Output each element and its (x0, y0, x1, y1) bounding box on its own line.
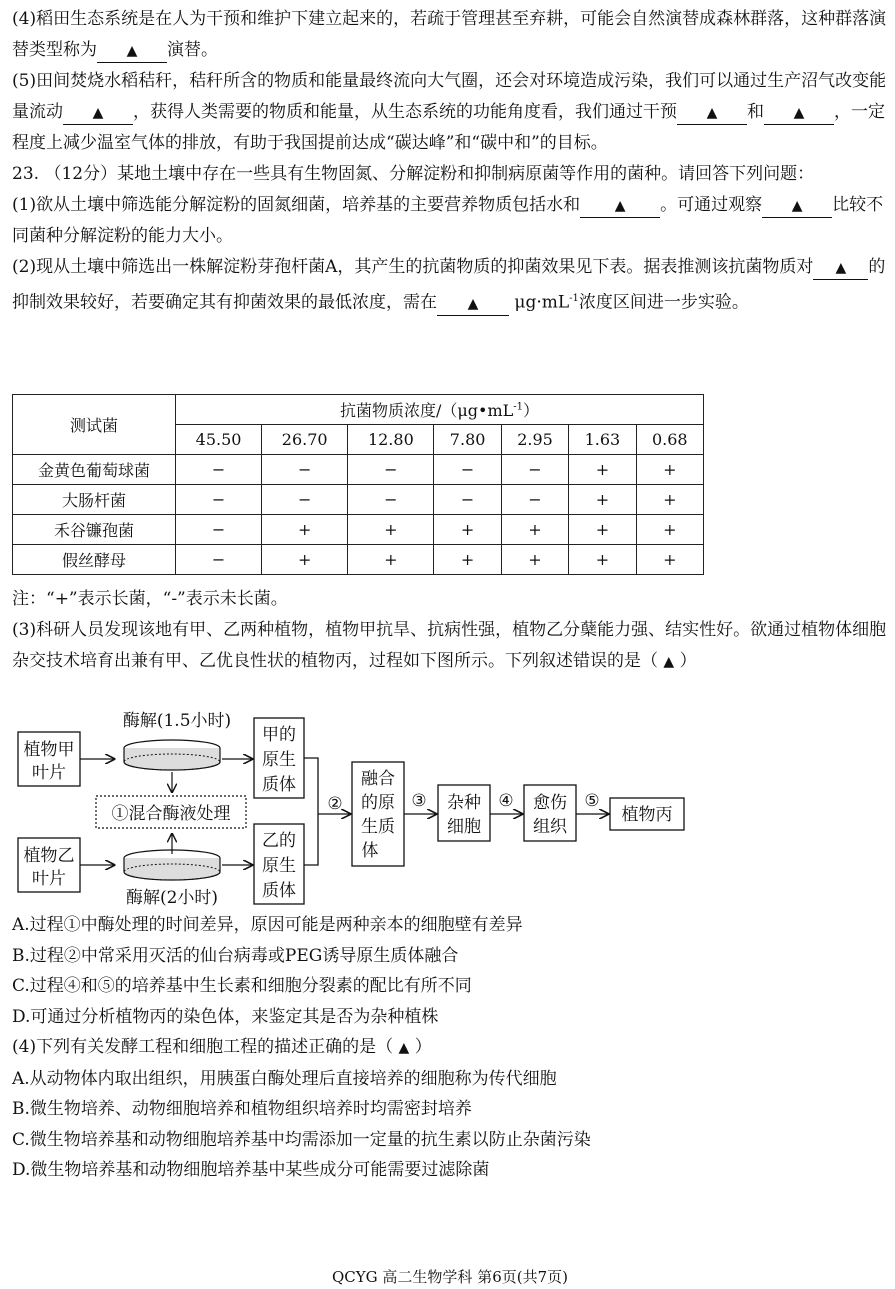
growth-cell: − (348, 485, 434, 515)
step2-label: ② (327, 794, 343, 814)
growth-cell: + (569, 545, 636, 575)
growth-cell: + (636, 455, 703, 485)
enzyme-label-b: 酶解(2小时) (125, 888, 219, 908)
answer-blank[interactable]: ▲ (437, 292, 509, 316)
growth-cell: + (636, 485, 703, 515)
growth-cell: + (262, 545, 348, 575)
growth-cell: − (262, 485, 348, 515)
conc-cell: 7.80 (434, 425, 501, 455)
growth-cell: + (569, 515, 636, 545)
growth-cell: − (176, 455, 262, 485)
table-row (13, 485, 704, 515)
leaf-b-line2: 叶片 (32, 869, 66, 889)
q4-option-d[interactable]: D.微生物培养基和动物细胞培养基中某些成分可能需要过滤除菌 (12, 1160, 490, 1180)
svg-text:原生: 原生 (262, 856, 296, 876)
growth-cell: + (636, 515, 703, 545)
step1-label: ①混合酶液处理 (111, 804, 231, 824)
growth-cell: + (501, 545, 568, 575)
growth-cell: − (501, 485, 568, 515)
q4-option-c[interactable]: C.微生物培养基和动物细胞培养基中均需添加一定量的抗生素以防止杂菌污染 (12, 1129, 591, 1150)
q23-part4: (4)下列有关发酵工程和细胞工程的描述正确的是（ ▲ ） (12, 1037, 432, 1057)
growth-cell: + (636, 545, 703, 575)
svg-text:生质: 生质 (361, 817, 395, 837)
conc-cell: 26.70 (262, 425, 348, 455)
svg-text:杂种: 杂种 (447, 793, 481, 813)
conc-cell: 45.50 (176, 425, 262, 455)
petri-dish-a-icon (124, 740, 220, 770)
answer-blank[interactable]: ▲ (762, 194, 832, 218)
leaf-a-line1: 植物甲 (23, 740, 75, 760)
step5-label: ⑤ (584, 791, 600, 811)
conc-cell: 12.80 (348, 425, 434, 455)
growth-cell: − (434, 485, 501, 515)
q22-part5: (5)田间焚烧水稻秸秆，秸秆所含的物质和能量最终流向大气圈，还会对环境造成污染，我们可以通过生产沼气改变能量流动 ▲ ，获得人类需要的物质和能量，从生态系统的功能角度看，我们通过干预 ▲ 和 ▲ ，一定程度上减少温室气体的排放，有助于我国提前达成“碳达峰”和“碳中和”的目标。 (12, 71, 887, 153)
svg-text:愈伤: 愈伤 (533, 793, 567, 813)
exam-page (12, 4, 888, 1286)
answer-blank[interactable]: ▲ (63, 101, 133, 125)
table-note: 注：“+”表示长菌，“-”表示未长菌。 (12, 589, 288, 609)
svg-text:融合: 融合 (361, 769, 395, 789)
enzyme-label-a: 酶解(1.5小时) (122, 711, 232, 731)
growth-cell: + (348, 545, 434, 575)
q3-option-b[interactable]: B.过程②中常采用灭活的仙台病毒或PEG诱导原生质体融合 (12, 945, 459, 966)
antibacterial-table (12, 394, 704, 575)
protoplast-fusion-diagram (12, 710, 712, 922)
step4-label: ④ (498, 791, 514, 811)
q23-part2: (2)现从土壤中筛选出一株解淀粉芽孢杆菌A，其产生的抗菌物质的抑菌效果见下表。据表推测该抗菌物质对 ▲ 的抑制效果较好，若要确定其有抑菌效果的最低浓度，需在 ▲ $\mu g\cdot mL^{-1}$浓度区间进一步实验。 (12, 252, 888, 319)
q3-option-a[interactable]: A.过程①中酶处理的时间差异，原因可能是两种亲本的细胞壁有差异 (12, 915, 523, 935)
q3-option-d[interactable]: D.可通过分析植物丙的染色体，来鉴定其是否为杂种植株 (12, 1006, 439, 1027)
q4-option-b[interactable]: B.微生物培养、动物细胞培养和植物组织培养时均需密封培养 (12, 1099, 472, 1119)
answer-blank[interactable]: ▲ (813, 256, 868, 280)
answer-blank[interactable]: ▲ (580, 194, 660, 218)
table-row (13, 515, 704, 545)
table-header-concentration: 抗菌物质浓度$/(\mu g•mL^{-1})$ (176, 395, 704, 425)
svg-text:质体: 质体 (262, 881, 296, 901)
q22-part4: (4)稻田生态系统是在人为干预和维护下建立起来的，若疏于管理甚至弃耕，可能会自然演替成森林群落，这种群落演替类型称为 ▲ 演替。 (12, 4, 888, 66)
growth-cell: − (176, 515, 262, 545)
growth-cell: + (501, 515, 568, 545)
svg-text:细胞: 细胞 (447, 817, 481, 837)
conc-cell: 0.68 (636, 425, 703, 455)
strain-name: 大肠杆菌 (13, 485, 176, 515)
strain-name: 金黄色葡萄球菌 (13, 455, 176, 485)
svg-text:乙的: 乙的 (262, 831, 296, 851)
answer-blank[interactable]: ▲ (764, 101, 834, 125)
conc-cell: 1.63 (569, 425, 636, 455)
svg-text:甲的: 甲的 (262, 725, 296, 745)
table-row (13, 545, 704, 575)
svg-text:原生: 原生 (262, 750, 296, 770)
growth-cell: − (501, 455, 568, 485)
q3-option-c[interactable]: C.过程④和⑤的培养基中生长素和细胞分裂素的配比有所不同 (12, 976, 472, 996)
svg-text:质体: 质体 (262, 775, 296, 795)
leaf-b-line1: 植物乙 (23, 846, 75, 866)
svg-text:的原: 的原 (361, 793, 395, 813)
growth-cell: + (434, 515, 501, 545)
growth-cell: − (176, 545, 262, 575)
strain-name: 假丝酵母 (13, 545, 176, 575)
leaf-a-line2: 叶片 (32, 763, 66, 783)
petri-dish-b-icon (124, 850, 220, 880)
q23-part1: (1)欲从土壤中筛选能分解淀粉的固氮细菌，培养基的主要营养物质包括水和 ▲ 。可通过观察 ▲ 比较不同菌种分解淀粉的能力大小。 (12, 195, 884, 246)
growth-cell: + (569, 455, 636, 485)
growth-cell: + (262, 515, 348, 545)
table-header-strain: 测试菌 (13, 395, 176, 455)
q23-part3: (3)科研人员发现该地有甲、乙两种植物，植物甲抗旱、抗病性强，植物乙分蘖能力强、结实性好。欲通过植物体细胞杂交技术培育出兼有甲、乙优良性状的植物丙，过程如下图所示。下列叙述错误的是（ ▲ ） (12, 620, 887, 671)
growth-cell: + (434, 545, 501, 575)
growth-cell: + (569, 485, 636, 515)
growth-cell: − (262, 455, 348, 485)
svg-text:体: 体 (361, 841, 379, 861)
growth-cell: + (348, 515, 434, 545)
growth-cell: − (434, 455, 501, 485)
answer-blank[interactable]: ▲ (97, 39, 167, 63)
table-row (13, 455, 704, 485)
svg-text:组织: 组织 (533, 817, 567, 837)
svg-text:植物丙: 植物丙 (621, 805, 673, 825)
strain-name: 禾谷镰孢菌 (13, 515, 176, 545)
growth-cell: − (348, 455, 434, 485)
growth-cell: − (176, 485, 262, 515)
step3-label: ③ (411, 791, 427, 811)
q23-intro: 23. （12分）某地土壤中存在一些具有生物固氮、分解淀粉和抑制病原菌等作用的菌种。请回答下列问题： (12, 164, 815, 184)
page-footer: QCYG 高二生物学科 第6页(共7页) (332, 1268, 568, 1286)
answer-blank[interactable]: ▲ (677, 101, 747, 125)
q4-option-a[interactable]: A.从动物体内取出组织，用胰蛋白酶处理后直接培养的细胞称为传代细胞 (12, 1068, 557, 1089)
conc-cell: 2.95 (501, 425, 568, 455)
